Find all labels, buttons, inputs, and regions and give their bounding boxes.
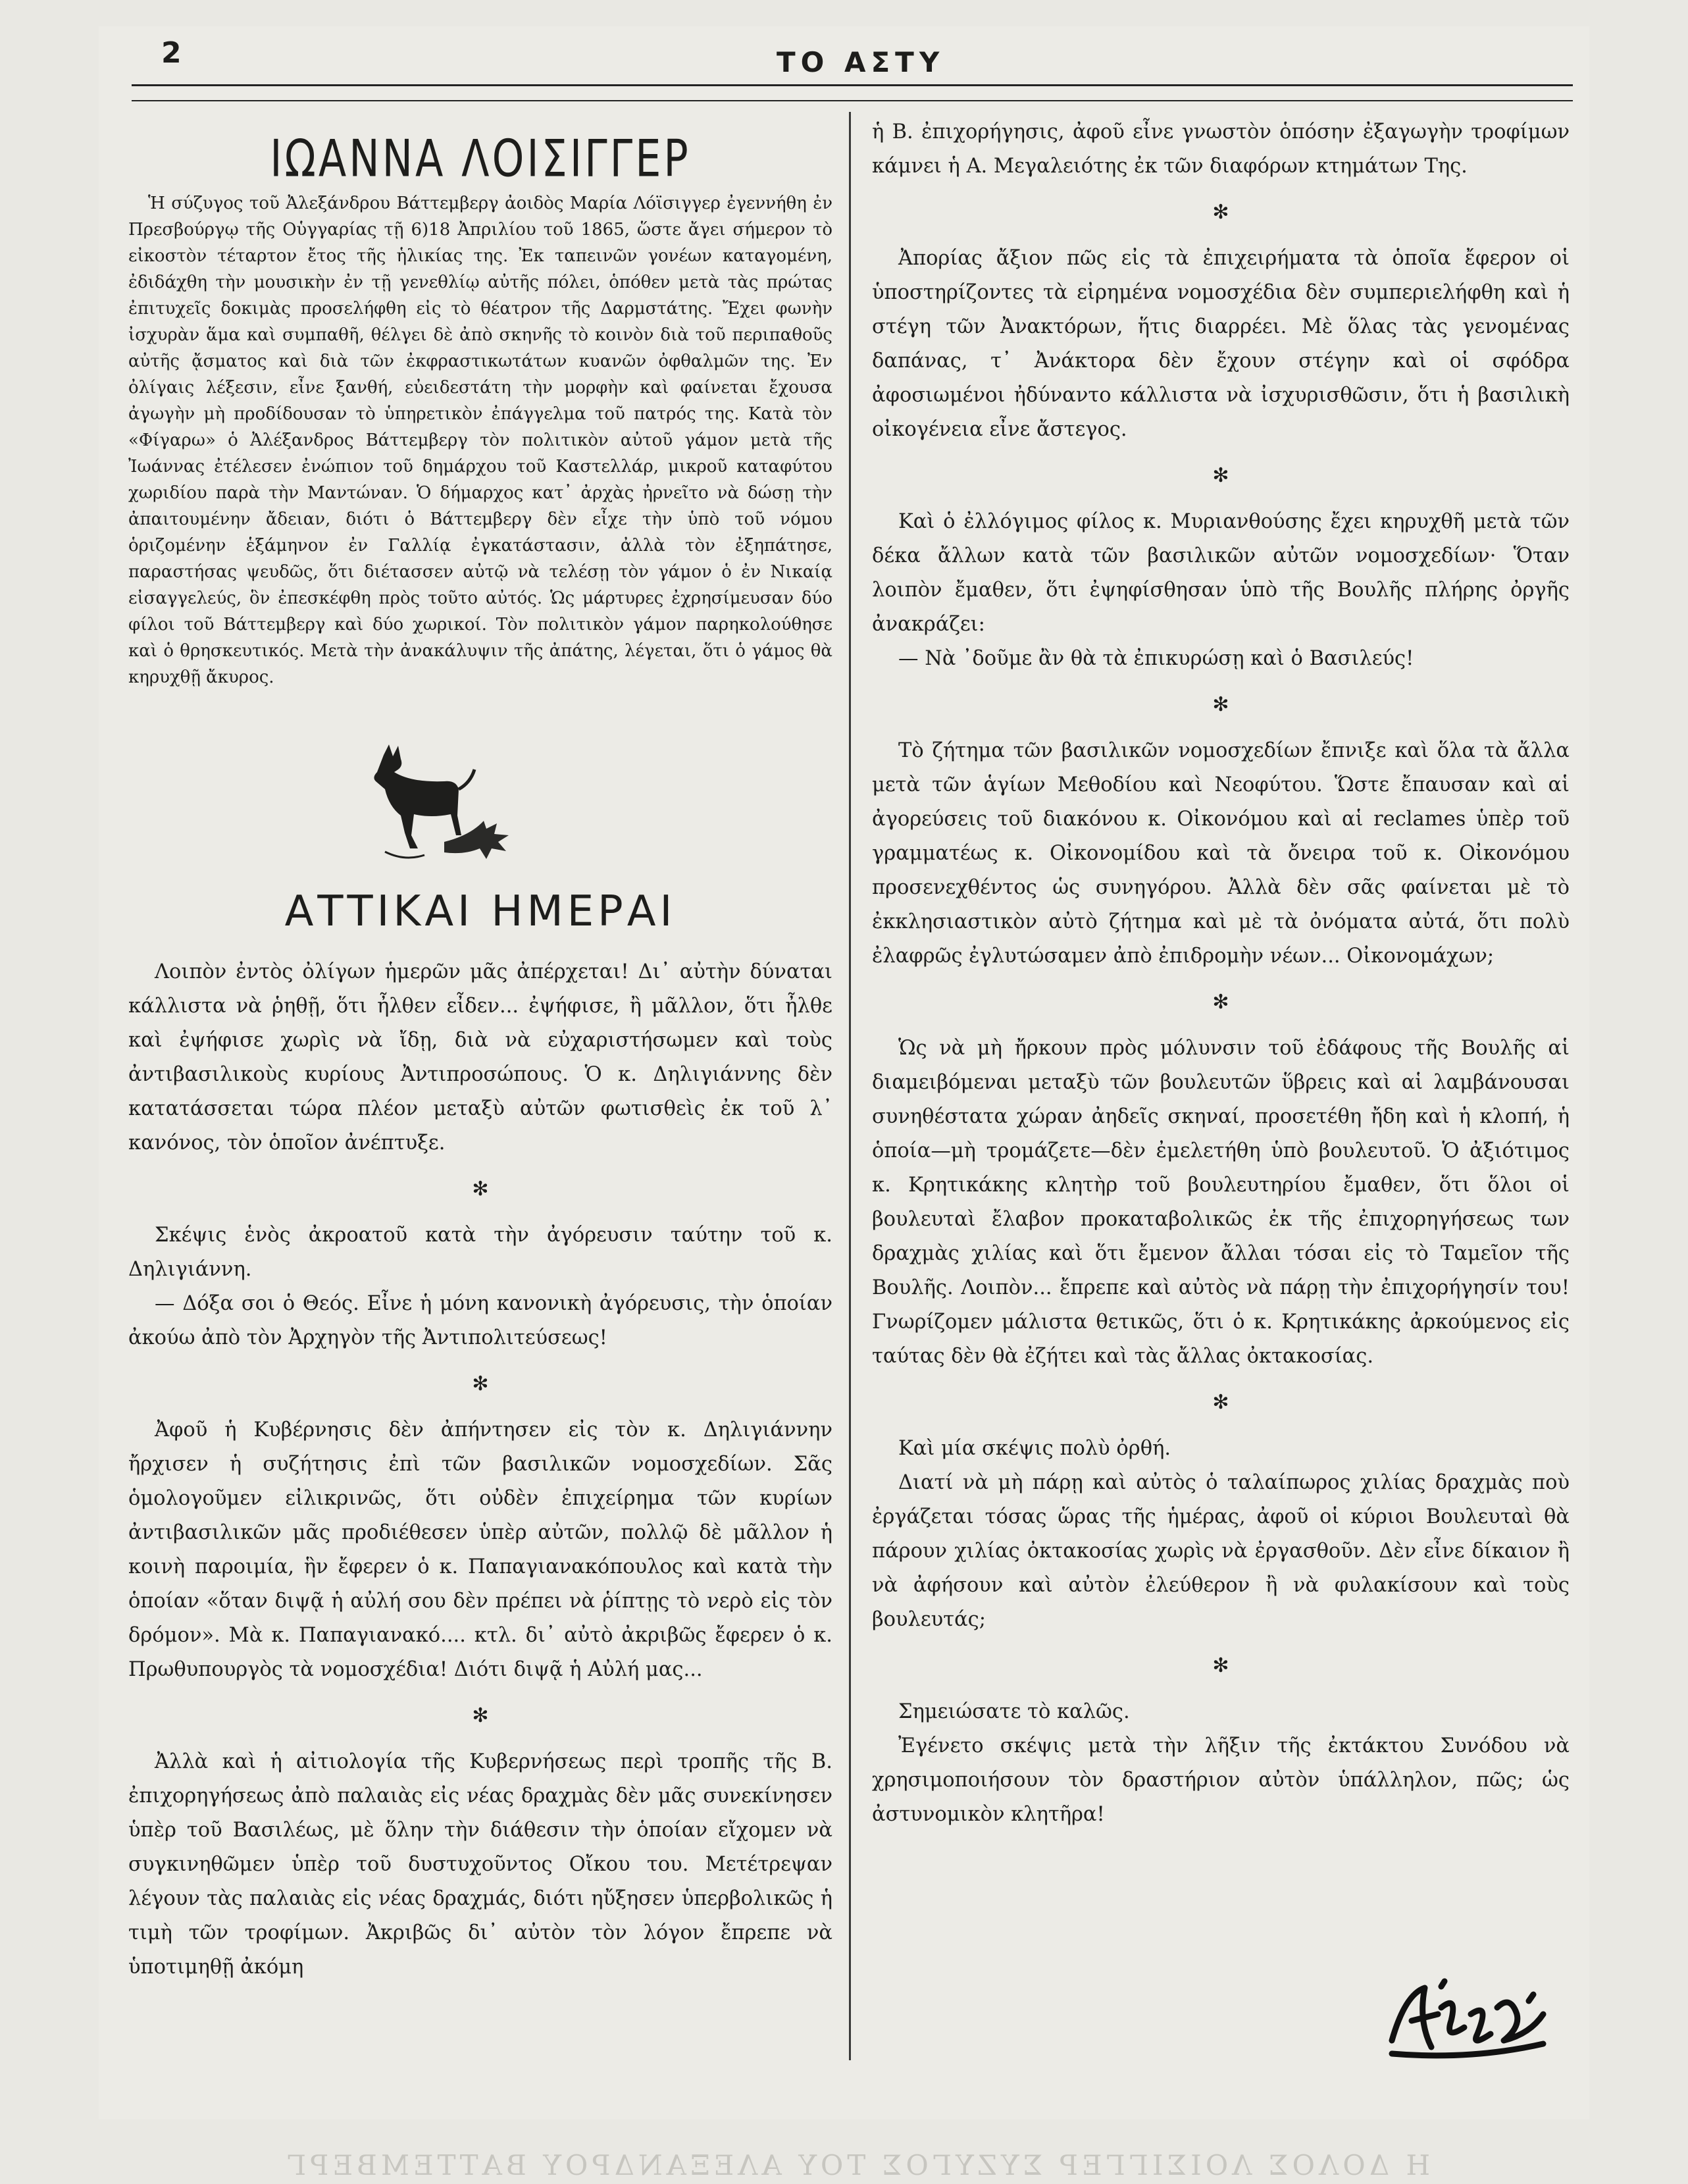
article-body — [128, 190, 832, 690]
running-title: ΤΟ ΑΣΤΥ — [777, 46, 945, 78]
article-title: ΙΩΑΝΝΑ ΛΟΙΣΙΓΓΕΡ — [270, 128, 691, 188]
article-paragraph: Ἡ σύζυγος τοῦ Ἀλεξάνδρου Βάττεμβεργ ἀοιδὸς Μαρία Λόϊσιγγερ ἐγεννήθη ἐν Πρεσβούργῳ τῆς Οὑγγαρίας τῇ 6)18 Ἀπριλίου τοῦ 1865, ὥστε ἄγει σήμερον τὸ εἰκοστὸν τέταρτον ἔτος τῆς ἡλικίας της. Ἐκ ταπεινῶν γονέων καταγομένη, ἐδιδάχθη τὴν μουσικὴν ἐν τῇ γενεθλίῳ αὐτῆς πόλει, ὁπόθεν μετὰ τὰς πρώτας ἐπιτυχεῖς δοκιμὰς προσελήφθη εἰς τὸ θέατρον τῆς Δαρμστάτης. Ἔχει φωνὴν ἰσχυρὰν ἅμα καὶ συμπαθῆ, θέλγει δὲ ἀπὸ σκηνῆς τὸ κοινὸν διὰ τοῦ περιπαθοῦς αὐτῆς ᾄσματος καὶ διὰ τῶν ἐκφραστικωτάτων κυανῶν ὀφθαλμῶν της. Ἐν ὀλίγαις λέξεσιν, εἶνε ξανθή, εὐειδεστάτη τὴν μορφὴν καὶ φαίνεται ἔχουσα ἀγωγὴν μὴ προδίδουσαν τὸ ὑπηρετικὸν ἐπάγγελμα τοῦ πατρός της. Κατὰ τὸν «Φίγαρω» ὁ Ἀλέξανδρος Βάττεμβεργ τὸν πολιτικὸν αὐτοῦ γάμον μετὰ τῆς Ἰωάννας ἐτέλεσεν ἐνώπιον τοῦ δημάρχου τοῦ Καστελλάρ, μικροῦ καταφύτου χωριδίου παρὰ τὴν Μαντώναν. Ὁ δήμαρχος κατ᾽ ἀρχὰς ἠρνεῖτο νὰ δώσῃ τὴν ἀπαιτουμένην ἄδειαν, διότι ὁ Βάττεμβεργ δὲν εἶχε τὴν ὑπὸ τοῦ νόμου ὁριζομένην ἑξάμηνον ἐν Γαλλίᾳ ἐγκατάστασιν, ἀλλὰ τὸν ἐξηπάτησε, παραστήσας ψευδῶς, ὅτι διέτασσεν αὐτῷ νὰ τελέσῃ τὸν γάμον ὁ ἐν Νικαίᾳ εἰσαγγελεύς, ὃν ἐπεσκέφθη πρὸς τοῦτο αὐτός. Ὡς μάρτυρες ἐχρησίμευσαν δύο φίλοι τοῦ Βάττεμβεργ καὶ δύο χωρικοί. Τὸν πολιτικὸν γάμον παρηκολούθησε καὶ ὁ θρησκευτικός. Μετὰ τὴν ἀνακάλυψιν τῆς ἀπάτης, λέγεται, ὅτι ὁ γάμος θὰ κηρυχθῇ ἄκυρος. — [128, 194, 832, 687]
dialogue-line: — Νὰ ᾽δοῦμε ἂν θὰ τὰ ἐπικυρώσῃ καὶ ὁ Βασιλεύς! — [898, 647, 1414, 670]
continued-paragraph: ἡ Β. ἐπιχορήγησις, ἀφοῦ εἶνε γνωστὸν ὁπόσην ἐξαγωγὴν τροφίμων κάμνει ἡ Α. Μεγαλειότης ἐκ τῶν διαφόρων κτημάτων Της. — [872, 120, 1570, 178]
column-paragraph: Ἀπορίας ἄξιον πῶς εἰς τὰ ἐπιχειρήματα τὰ ὁποῖα ἔφερον οἱ ὑποστηρίζοντες τὰ εἰρημένα νομοσχέδια δὲν συμπεριελήφθη καὶ ἡ στέγη τῶν Ἀνακτόρων, ἥτις διαρρέει. Μὲ ὅλας τὰς γενομένας δαπάνας, τ᾽ Ἀνάκτορα δὲν ἔχουν στέγην καὶ οἱ σφόδρα ἀφοσιωμένοι ἠδύναντο κάλλιστα νὰ ἰσχυρισθῶσιν, ὅτι ἡ βασιλικὴ οἰκογένεια εἶνε ἄστεγος. — [872, 247, 1570, 441]
separator-asterisk: ✻ — [1212, 201, 1229, 224]
section-title: ΑΤΤΙΚΑΙ ΗΜΕΡΑΙ — [284, 887, 677, 936]
bleed-through-text: Η ΔΟΛΟΣ ΛΟΙΣΙΓΓΕΡ ΣΥΖΥΓΟΣ ΤΟΥ ΑΛΕΞΑΝΔΡΟΥ ΒΑΤΤΕΜΒΕΡΓ — [283, 2149, 1431, 2181]
section-paragraph: Λοιπὸν ἐντὸς ὀλίγων ἡμερῶν μᾶς ἀπέρχεται! Δι᾽ αὐτὴν δύναται κάλλιστα νὰ ῥηθῇ, ὅτι ἦλθεν εἶδεν... ἐψήφισε, ἢ μᾶλλον, ὅτι ἦλθε καὶ ἐψήφισε χωρὶς νὰ ἴδῃ, διὰ νὰ εὐχαριστήσωμεν καὶ τοὺς ἀντιβασιλικοὺς κυρίους Ἀντιπροσώπους. Ὁ κ. Δηλιγιάννης δὲν κατατάσσεται τώρα πλέον μεταξὺ αὐτῶν φωτισθεὶς ἐκ τοῦ λ᾽ κανόνος, τὸν ὁποῖον ἀνέπτυξε. — [128, 960, 832, 1155]
column-paragraph: Καὶ ὁ ἐλλόγιμος φίλος κ. Μυριανθούσης ἔχει κηρυχθῆ μετὰ τῶν δέκα ἄλλων κατὰ τῶν βασιλικῶν αὐτῶν νομοσχεδίων· Ὅταν λοιπὸν ἔμαθεν, ὅτι ἐψηφίσθησαν ὑπὸ τῆς Βουλῆς πλήρης ὀργῆς ἀνακράζει: — [872, 510, 1570, 636]
section-paragraph: Σκέψις ἑνὸς ἀκροατοῦ κατὰ τὴν ἀγόρευσιν ταύτην τοῦ κ. Δηλιγιάννη. — [128, 1224, 832, 1281]
column-paragraph: Ἐγένετο σκέψις μετὰ τὴν λῆξιν τῆς ἐκτάκτου Συνόδου νὰ χρησιμοποιήσουν τὸν δραστήριον αὐτὸν ὑπάλληλον, πῶς; ὡς ἀστυνομικὸν κλητῆρα! — [872, 1734, 1570, 1826]
separator-asterisk: ✻ — [1212, 1654, 1229, 1677]
separator-asterisk: ✻ — [1212, 1391, 1229, 1414]
section-paragraph: Ἀλλὰ καὶ ἡ αἰτιολογία τῆς Κυβερνήσεως περὶ τροπῆς τῆς Β. ἐπιχορηγήσεως ἀπὸ παλαιὰς εἰς νέας δραχμὰς δὲν μᾶς συνεκίνησεν ὑπὲρ τοῦ Βασιλέως, μὲ ὅλην τὴν διάθεσιν τὴν ὁποίαν εἴχομεν νὰ συγκινηθῶμεν ὑπὲρ τοῦ δυστυχοῦντος Οἴκου του. Μετέτρεψαν λέγουν τὰς παλαιὰς εἰς νέας δραχμάς, διότι ηὔξησεν ὑπερβολικῶς ἡ τιμὴ τῶν τροφίμων. Ἀκριβῶς δι᾽ αὐτὸν τὸν λόγον ἔπρεπε νὰ ὑποτιμηθῇ ἀκόμη — [128, 1750, 832, 1979]
separator-asterisk: ✻ — [472, 1704, 489, 1727]
dialogue-line: — Δόξα σοι ὁ Θεός. Εἶνε ἡ μόνη κανονικὴ ἀγόρευσις, τὴν ὁποίαν ἀκούω ἀπὸ τὸν Ἀρχηγὸν τῆς Ἀντιπολιτεύσεως! — [128, 1292, 832, 1349]
dog-illustration — [345, 743, 523, 868]
column-paragraph: Διατί νὰ μὴ πάρῃ καὶ αὐτὸς ὁ ταλαίπωρος χιλίας δραχμὰς ποὺ ἐργάζεται τόσας ὥρας τῆς ἡμέρας, ἀφοῦ οἱ κύριοι Βουλευταὶ θὰ πάρουν χιλίας ὀκτακοσίας χωρὶς νὰ ἐργασθοῦν. Δὲν εἶνε δίκαιον ἢ νὰ ἀφήσουν καὶ αὐτὸν ἐλεύθερον ἢ νὰ φυλακίσουν καὶ τοὺς βουλευτάς; — [872, 1471, 1570, 1631]
separator-asterisk: ✻ — [472, 1372, 489, 1395]
header-rule-top — [132, 84, 1573, 86]
separator-asterisk: ✻ — [1212, 991, 1229, 1014]
right-column — [872, 115, 1570, 1832]
column-paragraph: Σημειώσατε τὸ καλῶς. — [898, 1700, 1130, 1723]
column-paragraph: Ὡς νὰ μὴ ἤρκουν πρὸς μόλυνσιν τοῦ ἐδάφους τῆς Βουλῆς αἱ διαμειβόμεναι μεταξὺ τῶν βουλευτῶν ὕβρεις καὶ αἱ λαμβάνουσαι συνηθέστατα χώραν ἀηδεῖς σκηναί, προσετέθη ἤδη καὶ ἡ κλοπή, ἡ ὁποία—μὴ τρομάζετε—δὲν ἐμελετήθη ὑπὸ βουλευτοῦ. Ὁ ἀξιότιμος κ. Κρητικάκης κλητὴρ τοῦ βουλευτηρίου ἔμαθεν, ὅτι ὅλοι οἱ βουλευταὶ ἔλαβον προκαταβολικῶς ἐκ τῆς ἐπιχορηγήσεως των δραχμὰς χιλίας καὶ ὅτι ἔμενον ἄλλαι τόσαι εἰς τὸ Ταμεῖον τῆς Βουλῆς. Λοιπὸν... ἔπρεπε καὶ αὐτὸς νὰ πάρῃ τὴν ἐπιχορήγησίν του! Γνωρίζομεν μάλιστα θετικῶς, ὅτι ὁ κ. Κρητικάκης ἀρκούμενος εἰς ταύτας δὲν θὰ ἐζήτει καὶ τὰς ἄλλας ὀκτακοσίας. — [872, 1037, 1570, 1368]
column-paragraph: Καὶ μία σκέψις πολὺ ὀρθή. — [898, 1437, 1171, 1460]
author-signature — [1379, 1968, 1563, 2067]
separator-asterisk: ✻ — [472, 1178, 489, 1201]
separator-asterisk: ✻ — [1212, 464, 1229, 487]
left-column — [128, 115, 832, 1985]
column-divider — [849, 112, 851, 2060]
page-number: 2 — [161, 36, 182, 70]
header-rule-bottom — [132, 100, 1573, 101]
column-paragraph: Τὸ ζήτημα τῶν βασιλικῶν νομοσχεδίων ἔπνιξε καὶ ὅλα τὰ ἄλλα μετὰ τῶν ἁγίων Μεθοδίου καὶ Νεοφύτου. Ὥστε ἔπαυσαν καὶ αἱ ἀγορεύσεις τοῦ διακόνου κ. Οἰκονόμου καὶ αἱ reclames ὑπὲρ τοῦ γραμματέως κ. Οἰκονομίδου καὶ τὰ ὄνειρα τοῦ κ. Οἰκονόμου προσενεχθέντος ὡς συνηγόρου. Ἀλλὰ δὲν σᾶς φαίνεται μὲ τὸ ἐκκλησιαστικὸν αὐτὸ ζήτημα καὶ μὲ τὰ ὀνόματα αὐτά, ὅτι πολὺ ἐλαφρῶς ἐγλυτώσαμεν ἀπὸ ἐπιδρομὴν νέων... Οἰκονομάχων; — [872, 739, 1570, 968]
separator-asterisk: ✻ — [1212, 693, 1229, 716]
section-paragraph: Ἀφοῦ ἡ Κυβέρνησις δὲν ἀπήντησεν εἰς τὸν κ. Δηλιγιάννην ἤρχισεν ἡ συζήτησις ἐπὶ τῶν βασιλικῶν νομοσχεδίων. Σᾶς ὁμολογοῦμεν εἰλικρινῶς, ὅτι οὐδὲν ἐπιχείρημα τῶν κυρίων ἀντιβασιλικῶν μᾶς προδιέθεσεν ὑπὲρ αὐτῶν, πολλῷ δὲ μᾶλλον ἡ κοινὴ παροιμία, ἣν ἔφερεν ὁ κ. Παπαγιανακόπουλος καὶ κατὰ τὴν ὁποίαν «ὅταν διψᾷ ἡ αὐλή σου δὲν πρέπει νὰ ῥίπτῃς τὸ νερὸ εἰς τὸν δρόμον». Μὰ κ. Παπαγιανακό.... κτλ. δι᾽ αὐτὸ ἀκριβῶς ἔφερεν ὁ κ. Πρωθυπουργὸς τὰ νομοσχέδια! Διότι διψᾷ ἡ Αὐλή μας... — [128, 1418, 832, 1681]
